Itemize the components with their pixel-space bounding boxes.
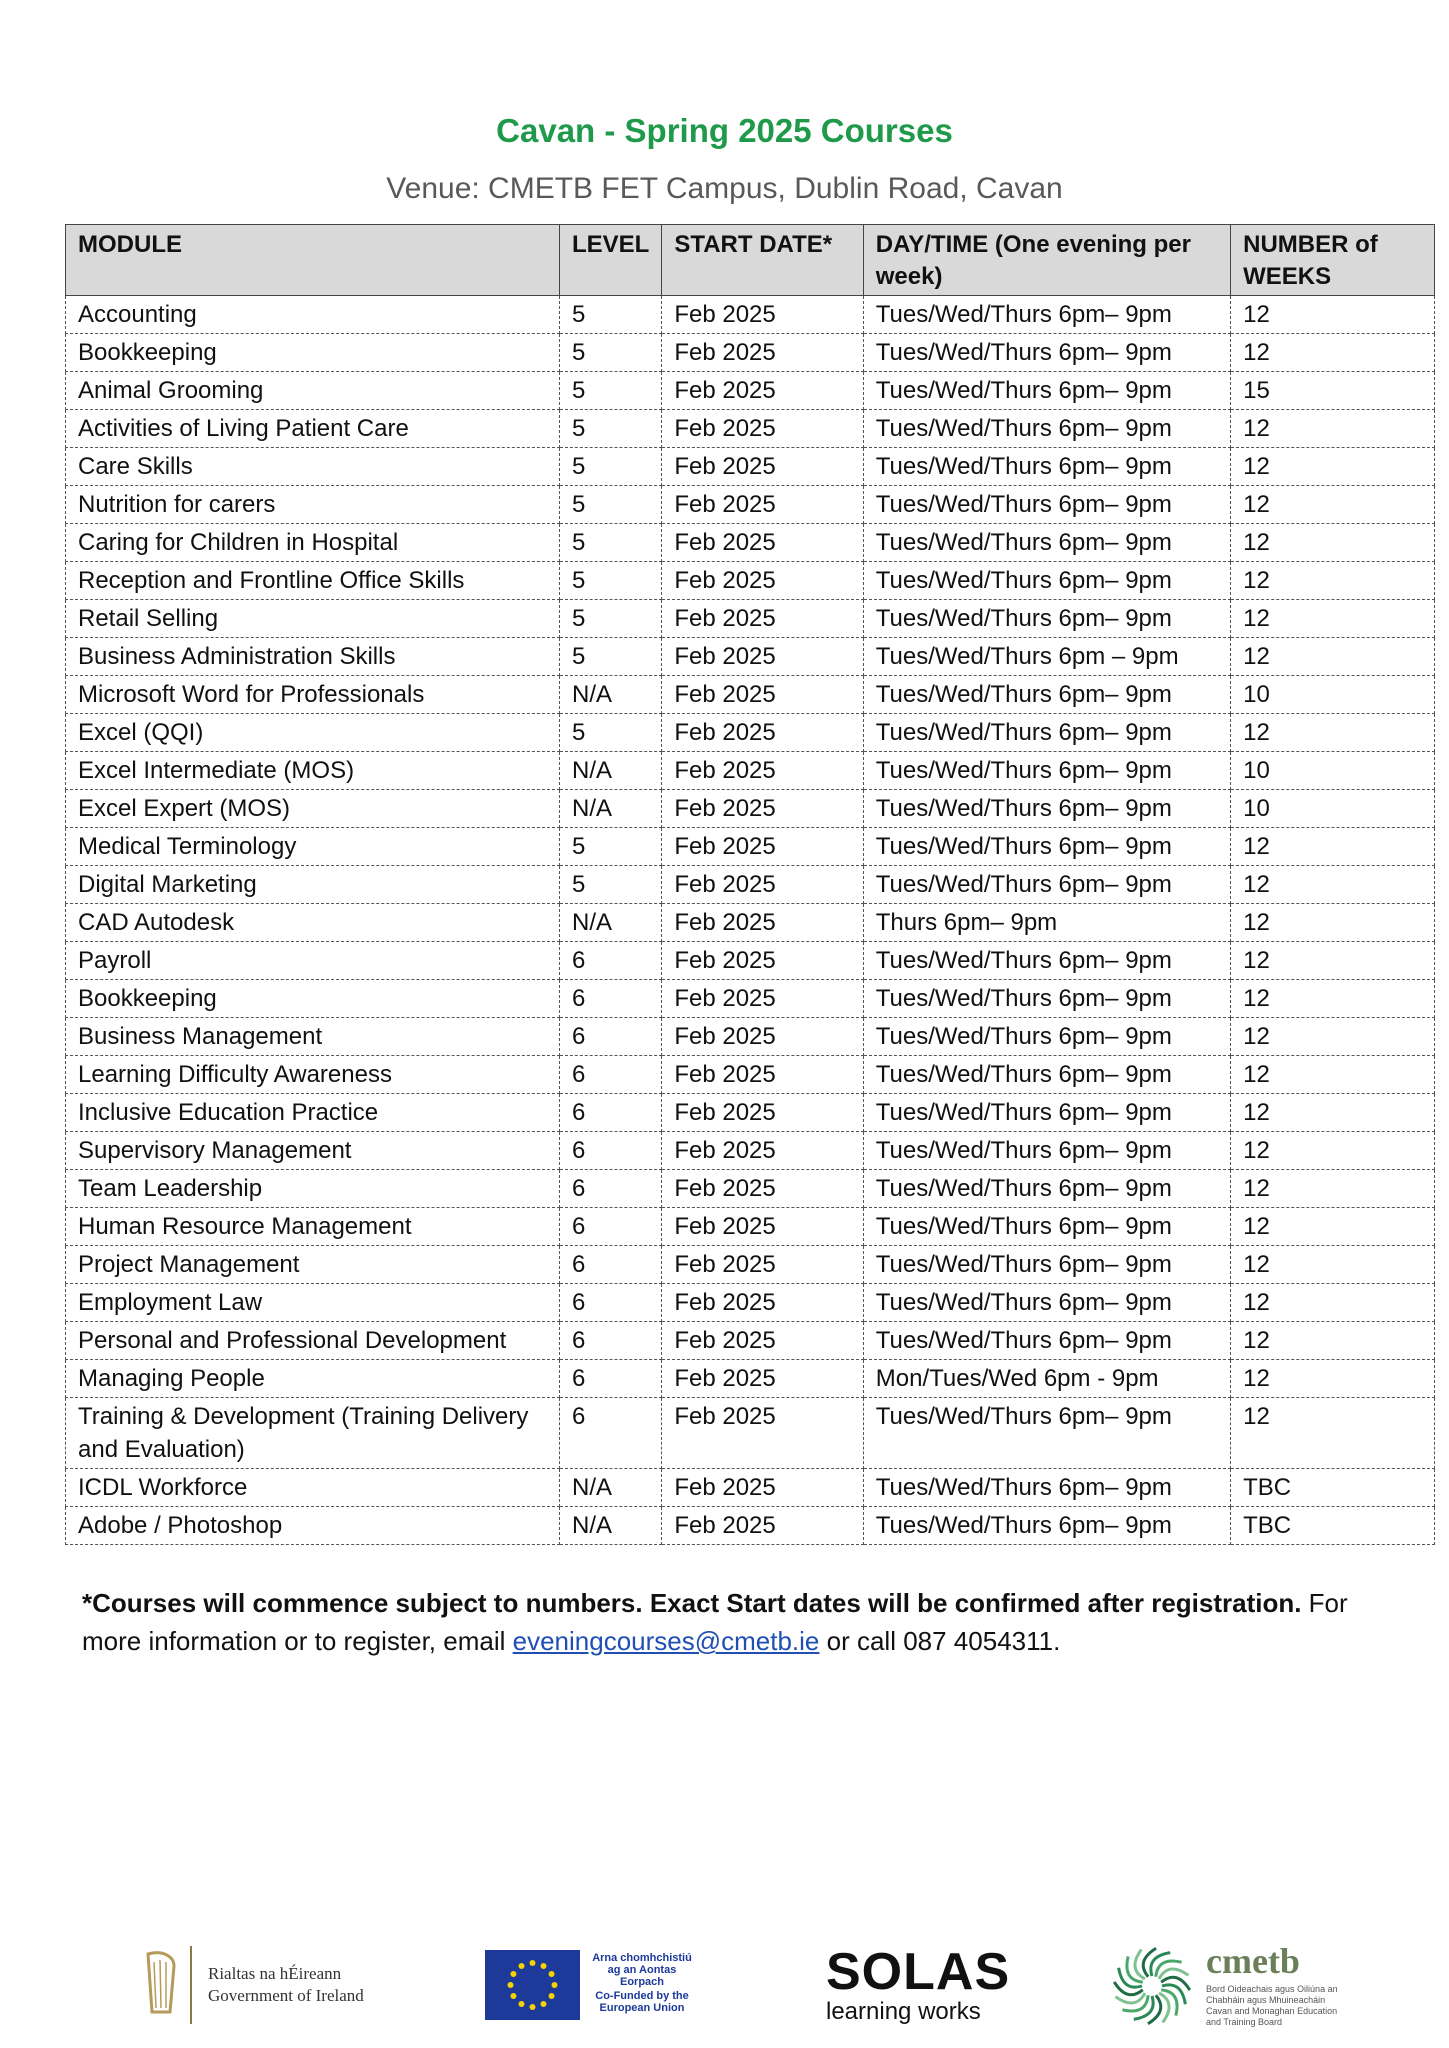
cell-start-date: Feb 2025 [662, 410, 863, 448]
cell-day-time: Tues/Wed/Thurs 6pm– 9pm [863, 790, 1230, 828]
cell-module: Supervisory Management [66, 1132, 560, 1170]
cell-start-date: Feb 2025 [662, 1507, 863, 1545]
cell-module: Excel Expert (MOS) [66, 790, 560, 828]
cell-module: Accounting [66, 296, 560, 334]
cell-weeks: 12 [1231, 1246, 1435, 1284]
eu-star-icon [549, 1993, 555, 1999]
cell-level: 6 [559, 1170, 661, 1208]
cell-weeks: 12 [1231, 600, 1435, 638]
cell-start-date: Feb 2025 [662, 942, 863, 980]
cell-start-date: Feb 2025 [662, 1094, 863, 1132]
cell-module: Excel (QQI) [66, 714, 560, 752]
cell-level: 6 [559, 1094, 661, 1132]
cell-day-time: Tues/Wed/Thurs 6pm– 9pm [863, 752, 1230, 790]
cell-day-time: Mon/Tues/Wed 6pm - 9pm [863, 1360, 1230, 1398]
table-row [66, 600, 1435, 638]
table-row [66, 562, 1435, 600]
cell-weeks: 10 [1231, 752, 1435, 790]
cmetb-wordmark: cmetb [1206, 1941, 1300, 1981]
cell-start-date: Feb 2025 [662, 600, 863, 638]
cell-level: 5 [559, 866, 661, 904]
cell-module: Animal Grooming [66, 372, 560, 410]
logo-divider [190, 1946, 192, 2024]
cell-weeks: 12 [1231, 942, 1435, 980]
page-title: Cavan - Spring 2025 Courses [496, 112, 953, 149]
table-row [66, 1398, 1435, 1469]
cell-weeks: 12 [1231, 1056, 1435, 1094]
cell-weeks: 12 [1231, 714, 1435, 752]
gov-irish-name: Rialtas na hÉireann [208, 1964, 342, 1983]
cell-day-time: Tues/Wed/Thurs 6pm– 9pm [863, 296, 1230, 334]
cell-start-date: Feb 2025 [662, 1056, 863, 1094]
eu-star-icon [519, 2001, 525, 2007]
cell-day-time: Tues/Wed/Thurs 6pm – 9pm [863, 638, 1230, 676]
cell-module: Bookkeeping [66, 980, 560, 1018]
cell-start-date: Feb 2025 [662, 486, 863, 524]
cell-weeks: 12 [1231, 980, 1435, 1018]
cell-weeks: 12 [1231, 448, 1435, 486]
cell-module: Excel Intermediate (MOS) [66, 752, 560, 790]
cell-module: Payroll [66, 942, 560, 980]
cell-level: 5 [559, 562, 661, 600]
eu-star-icon [541, 1963, 547, 1969]
table-row [66, 1284, 1435, 1322]
cell-level: 6 [559, 980, 661, 1018]
cell-level: 5 [559, 334, 661, 372]
cell-day-time: Tues/Wed/Thurs 6pm– 9pm [863, 980, 1230, 1018]
cell-level: 6 [559, 1208, 661, 1246]
cell-weeks: 12 [1231, 1132, 1435, 1170]
cell-day-time: Tues/Wed/Thurs 6pm– 9pm [863, 1322, 1230, 1360]
eu-star-icon [508, 1982, 514, 1988]
cell-level: 5 [559, 296, 661, 334]
cell-weeks: 12 [1231, 1360, 1435, 1398]
cell-module: Adobe / Photoshop [66, 1507, 560, 1545]
eu-star-icon [530, 1960, 536, 1966]
harp-icon [140, 1948, 180, 2018]
cell-weeks: 15 [1231, 372, 1435, 410]
footnote-notice: *Courses will commence subject to numbers. Exact Start dates will be confirmed after registration. [82, 1588, 1302, 1618]
table-row [66, 828, 1435, 866]
cell-weeks: 12 [1231, 334, 1435, 372]
cell-weeks: 10 [1231, 676, 1435, 714]
eu-star-icon [541, 2001, 547, 2007]
eu-star-icon [549, 1971, 555, 1977]
table-row [66, 866, 1435, 904]
cell-module: Caring for Children in Hospital [66, 524, 560, 562]
cell-day-time: Tues/Wed/Thurs 6pm– 9pm [863, 1132, 1230, 1170]
cell-start-date: Feb 2025 [662, 334, 863, 372]
cell-weeks: TBC [1231, 1469, 1435, 1507]
cell-weeks: 12 [1231, 486, 1435, 524]
cell-start-date: Feb 2025 [662, 904, 863, 942]
cell-start-date: Feb 2025 [662, 866, 863, 904]
cell-level: 5 [559, 372, 661, 410]
cell-module: Microsoft Word for Professionals [66, 676, 560, 714]
cell-day-time: Thurs 6pm– 9pm [863, 904, 1230, 942]
cell-day-time: Tues/Wed/Thurs 6pm– 9pm [863, 448, 1230, 486]
cell-module: Human Resource Management [66, 1208, 560, 1246]
cell-day-time: Tues/Wed/Thurs 6pm– 9pm [863, 676, 1230, 714]
cell-start-date: Feb 2025 [662, 1360, 863, 1398]
header-start-date: START DATE* [662, 225, 863, 296]
table-row [66, 1056, 1435, 1094]
table-row [66, 410, 1435, 448]
table-row [66, 1246, 1435, 1284]
table-row [66, 1322, 1435, 1360]
table-row [66, 942, 1435, 980]
eu-cofunded-logo [485, 1940, 715, 2030]
table-row [66, 1132, 1435, 1170]
cell-module: Personal and Professional Development [66, 1322, 560, 1360]
cell-level: 6 [559, 1322, 661, 1360]
cell-level: 6 [559, 1246, 661, 1284]
cell-level: 5 [559, 600, 661, 638]
cell-day-time: Tues/Wed/Thurs 6pm– 9pm [863, 524, 1230, 562]
eu-star-icon [552, 1982, 558, 1988]
cell-level: 6 [559, 1018, 661, 1056]
government-of-ireland-logo [140, 1940, 380, 2030]
cell-day-time: Tues/Wed/Thurs 6pm– 9pm [863, 334, 1230, 372]
cell-level: 5 [559, 486, 661, 524]
gov-english-name: Government of Ireland [208, 1986, 364, 2005]
cell-module: CAD Autodesk [66, 904, 560, 942]
courses-table [65, 224, 1435, 1545]
cell-day-time: Tues/Wed/Thurs 6pm– 9pm [863, 1469, 1230, 1507]
cell-module: Managing People [66, 1360, 560, 1398]
eu-star-icon [519, 1963, 525, 1969]
cell-weeks: 12 [1231, 562, 1435, 600]
table-row [66, 296, 1435, 334]
cell-module: Retail Selling [66, 600, 560, 638]
cell-day-time: Tues/Wed/Thurs 6pm– 9pm [863, 1284, 1230, 1322]
table-row [66, 334, 1435, 372]
cell-level: N/A [559, 1469, 661, 1507]
cell-start-date: Feb 2025 [662, 714, 863, 752]
cell-level: 5 [559, 828, 661, 866]
eu-star-icon [510, 1993, 516, 1999]
cell-start-date: Feb 2025 [662, 790, 863, 828]
cell-level: 6 [559, 1284, 661, 1322]
cell-module: Medical Terminology [66, 828, 560, 866]
cell-start-date: Feb 2025 [662, 562, 863, 600]
cell-day-time: Tues/Wed/Thurs 6pm– 9pm [863, 1246, 1230, 1284]
cell-module: ICDL Workforce [66, 1469, 560, 1507]
cell-day-time: Tues/Wed/Thurs 6pm– 9pm [863, 942, 1230, 980]
cell-day-time: Tues/Wed/Thurs 6pm– 9pm [863, 714, 1230, 752]
cell-module: Nutrition for carers [66, 486, 560, 524]
cell-weeks: 12 [1231, 1398, 1435, 1469]
cell-start-date: Feb 2025 [662, 1132, 863, 1170]
eu-star-icon [530, 2004, 536, 2010]
cell-module: Team Leadership [66, 1170, 560, 1208]
cell-level: 5 [559, 524, 661, 562]
solas-tagline: learning works [826, 1998, 981, 2025]
cell-day-time: Tues/Wed/Thurs 6pm– 9pm [863, 1398, 1230, 1469]
cell-module: Bookkeeping [66, 334, 560, 372]
venue-subtitle: Venue: CMETB FET Campus, Dublin Road, Cavan [386, 172, 1063, 205]
cell-day-time: Tues/Wed/Thurs 6pm– 9pm [863, 410, 1230, 448]
cell-weeks: 12 [1231, 296, 1435, 334]
cell-start-date: Feb 2025 [662, 448, 863, 486]
table-row [66, 1018, 1435, 1056]
cell-level: N/A [559, 904, 661, 942]
table-row [66, 638, 1435, 676]
cell-start-date: Feb 2025 [662, 1246, 863, 1284]
cell-module: Project Management [66, 1246, 560, 1284]
cell-weeks: 12 [1231, 638, 1435, 676]
cell-day-time: Tues/Wed/Thurs 6pm– 9pm [863, 1507, 1230, 1545]
table-row [66, 1507, 1435, 1545]
cell-weeks: 12 [1231, 1018, 1435, 1056]
eu-irish-text: Arna chomhchistiú ag an Aontas Eorpach [592, 1952, 692, 1988]
cell-weeks: 12 [1231, 524, 1435, 562]
eu-english-text: Co-Funded by the European Union [595, 1990, 689, 2014]
cell-weeks: 12 [1231, 1284, 1435, 1322]
table-row [66, 1094, 1435, 1132]
table-row [66, 790, 1435, 828]
cell-level: 6 [559, 1398, 661, 1469]
solas-wordmark: SOLAS [826, 1943, 1011, 2001]
footnote-text: For more information or to register, email [82, 1588, 1348, 1656]
table-row [66, 1360, 1435, 1398]
cell-weeks: 10 [1231, 790, 1435, 828]
cell-start-date: Feb 2025 [662, 1170, 863, 1208]
cell-start-date: Feb 2025 [662, 1284, 863, 1322]
cell-weeks: 12 [1231, 410, 1435, 448]
cell-level: N/A [559, 790, 661, 828]
cell-day-time: Tues/Wed/Thurs 6pm– 9pm [863, 1094, 1230, 1132]
cell-level: N/A [559, 752, 661, 790]
table-row [66, 676, 1435, 714]
cell-weeks: 12 [1231, 904, 1435, 942]
table-row [66, 1170, 1435, 1208]
footnote [82, 1584, 1382, 1660]
cell-start-date: Feb 2025 [662, 980, 863, 1018]
email-link[interactable]: eveningcourses@cmetb.ie [512, 1626, 820, 1656]
cell-day-time: Tues/Wed/Thurs 6pm– 9pm [863, 1018, 1230, 1056]
cell-level: N/A [559, 1507, 661, 1545]
cmetb-swirl-icon [1110, 1944, 1194, 2028]
cell-level: 5 [559, 410, 661, 448]
cell-day-time: Tues/Wed/Thurs 6pm– 9pm [863, 486, 1230, 524]
header-day-time: DAY/TIME (One evening per week) [863, 225, 1230, 296]
table-row [66, 372, 1435, 410]
cell-day-time: Tues/Wed/Thurs 6pm– 9pm [863, 600, 1230, 638]
cell-start-date: Feb 2025 [662, 828, 863, 866]
cell-start-date: Feb 2025 [662, 524, 863, 562]
cell-weeks: 12 [1231, 866, 1435, 904]
cell-level: 6 [559, 942, 661, 980]
cell-start-date: Feb 2025 [662, 638, 863, 676]
table-row [66, 486, 1435, 524]
cell-start-date: Feb 2025 [662, 1398, 863, 1469]
table-row [66, 980, 1435, 1018]
cell-day-time: Tues/Wed/Thurs 6pm– 9pm [863, 372, 1230, 410]
table-row [66, 1208, 1435, 1246]
solas-logo [826, 1940, 1011, 2030]
cell-level: N/A [559, 676, 661, 714]
table-row [66, 524, 1435, 562]
cell-weeks: 12 [1231, 1170, 1435, 1208]
cell-start-date: Feb 2025 [662, 296, 863, 334]
cell-level: 5 [559, 448, 661, 486]
header-module: MODULE [66, 225, 560, 296]
table-row [66, 752, 1435, 790]
header-number-of-weeks: NUMBER of WEEKS [1231, 225, 1435, 296]
cell-day-time: Tues/Wed/Thurs 6pm– 9pm [863, 562, 1230, 600]
cell-level: 6 [559, 1056, 661, 1094]
cell-day-time: Tues/Wed/Thurs 6pm– 9pm [863, 1208, 1230, 1246]
table-row [66, 1469, 1435, 1507]
cell-start-date: Feb 2025 [662, 1322, 863, 1360]
cell-module: Business Administration Skills [66, 638, 560, 676]
cell-module: Reception and Frontline Office Skills [66, 562, 560, 600]
cell-start-date: Feb 2025 [662, 676, 863, 714]
cell-weeks: 12 [1231, 1208, 1435, 1246]
cell-level: 6 [559, 1132, 661, 1170]
cell-weeks: 12 [1231, 828, 1435, 866]
cell-day-time: Tues/Wed/Thurs 6pm– 9pm [863, 1056, 1230, 1094]
cell-module: Digital Marketing [66, 866, 560, 904]
table-row [66, 448, 1435, 486]
eu-flag-icon [485, 1950, 580, 2020]
cell-module: Inclusive Education Practice [66, 1094, 560, 1132]
header-level: LEVEL [559, 225, 661, 296]
cell-module: Activities of Living Patient Care [66, 410, 560, 448]
table-row [66, 714, 1435, 752]
cell-level: 5 [559, 714, 661, 752]
cell-day-time: Tues/Wed/Thurs 6pm– 9pm [863, 866, 1230, 904]
table-header-row [66, 225, 1435, 296]
cell-start-date: Feb 2025 [662, 752, 863, 790]
cell-start-date: Feb 2025 [662, 1469, 863, 1507]
cell-module: Training & Development (Training Delivery and Evaluation) [66, 1398, 560, 1469]
cell-weeks: 12 [1231, 1322, 1435, 1360]
cell-day-time: Tues/Wed/Thurs 6pm– 9pm [863, 1170, 1230, 1208]
cell-start-date: Feb 2025 [662, 1208, 863, 1246]
cmetb-subtitle: Bord Oideachais agus Oiliúna an Chabháin agus Mhuineacháin Cavan and Monaghan Education and Training Board [1206, 1984, 1338, 2027]
footnote-phone-text: or call 087 4054311. [819, 1626, 1061, 1656]
cell-level: 6 [559, 1360, 661, 1398]
cell-weeks: TBC [1231, 1507, 1435, 1545]
cell-module: Care Skills [66, 448, 560, 486]
cell-weeks: 12 [1231, 1094, 1435, 1132]
cell-module: Employment Law [66, 1284, 560, 1322]
cell-level: 5 [559, 638, 661, 676]
cell-start-date: Feb 2025 [662, 1018, 863, 1056]
cell-day-time: Tues/Wed/Thurs 6pm– 9pm [863, 828, 1230, 866]
table-body [66, 296, 1435, 1545]
cell-start-date: Feb 2025 [662, 372, 863, 410]
cell-module: Business Management [66, 1018, 560, 1056]
cmetb-logo [1110, 1940, 1350, 2030]
logo-strip [0, 1940, 1449, 2030]
cell-module: Learning Difficulty Awareness [66, 1056, 560, 1094]
table-row [66, 904, 1435, 942]
eu-star-icon [510, 1971, 516, 1977]
